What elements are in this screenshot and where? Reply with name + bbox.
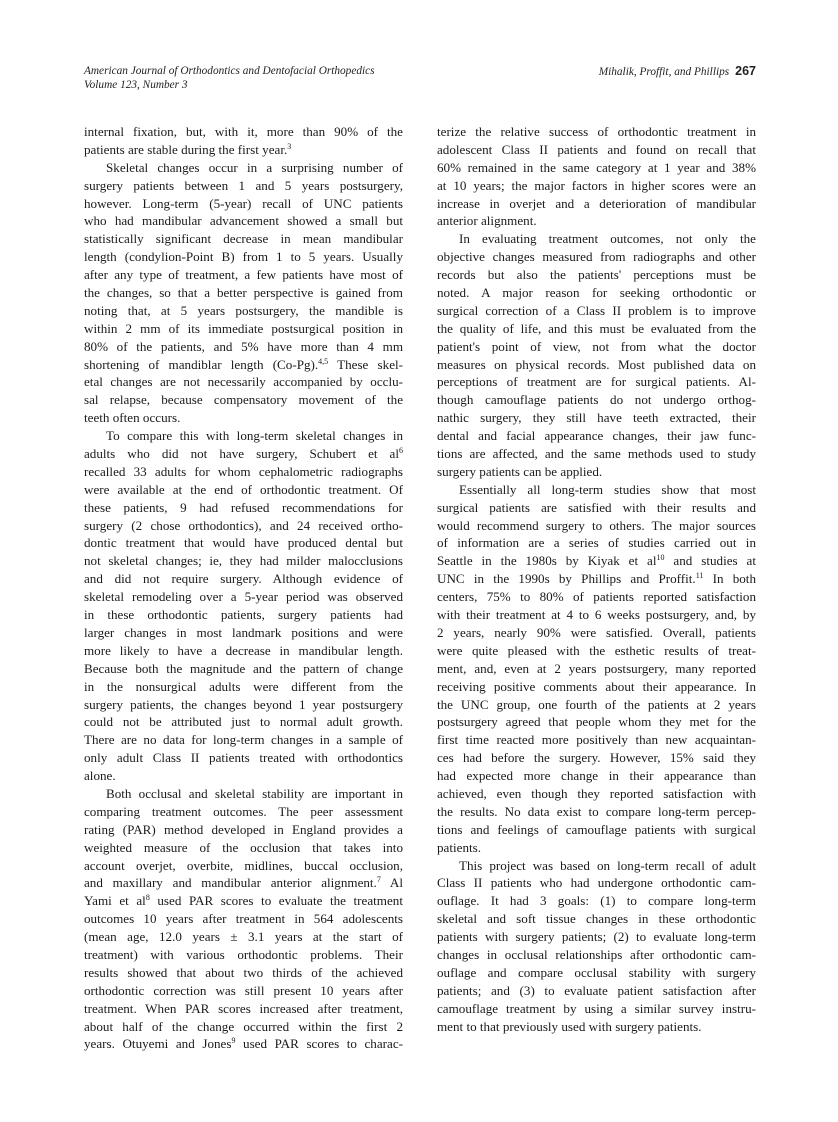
text-line: surgery patients can be applied.: [437, 463, 603, 479]
text-line: noted. A major reason for seeking orthodontic or: [437, 285, 756, 301]
text-line: in these orthodontic patients, surgery patients had: [84, 607, 403, 623]
text-line: of information are a series of studies carried out in: [437, 535, 756, 551]
text-line: surgery (2 chose orthodontics), and 24 received ortho-: [84, 517, 403, 533]
text-line: these patients, 9 had refused recommendations for: [84, 499, 403, 515]
text-line: statistically significant decrease in mean mandibular: [84, 231, 403, 247]
text-line: achieved, even though they reported satisfaction with: [437, 785, 756, 801]
text-line: Because both the magnitude and the pattern of change: [84, 660, 403, 676]
text-line: with their treatment at 4 to 6 weeks postsurgery, and, by: [437, 607, 756, 623]
text-line: recalled 33 adults for whom cephalometric radiographs: [84, 463, 403, 479]
text-line: and maxillary and mandibular anterior alignment.$^7$ Al: [84, 875, 403, 891]
citation-superscript: 6: [399, 446, 403, 456]
text-line: account overjet, overbite, midlines, buccal occlusion,: [84, 857, 403, 873]
paragraph-start-line: To compare this with long-term skeletal changes in: [106, 428, 403, 444]
text-line: perceptions of treatment are for surgical patients. Al-: [437, 374, 756, 390]
text-line: internal fixation, but, with it, more than 90% of the: [84, 124, 403, 139]
text-line: more likely to have a decrease in mandibular length.: [84, 642, 403, 658]
text-line: anterior alignment.: [437, 213, 537, 229]
text-line: camouflage treatment by using a similar survey instru-: [437, 1000, 756, 1016]
text-line: would recommend surgery to others. The major sources: [437, 517, 756, 533]
text-line: ment, and, even at 2 years postsurgery, many reported: [437, 660, 756, 676]
text-line: surgery patients, the changes beyond 1 year postsurgery: [84, 696, 403, 712]
text-line: and did not require surgery. Although evidence of: [84, 571, 403, 587]
text-line: objective changes measured from radiographs and other: [437, 249, 756, 265]
text-line: though camouflage patients do not undergo orthog-: [437, 392, 756, 408]
text-line: measures on physical records. Most published data on: [437, 356, 756, 372]
left-column: [84, 123, 403, 1053]
text-line: patient's point of view, not from what the doctor: [437, 338, 756, 354]
text-line: patients.: [437, 839, 481, 855]
text-line: skeletal remodeling over a 5-year period was observed: [84, 589, 403, 605]
text-line: ment to that previously used with surgery patients.: [437, 1018, 702, 1034]
citation-superscript: 9: [231, 1036, 236, 1046]
text-line: years. Otuyemi and Jones$^9$ used PAR scores to charac-: [84, 1036, 404, 1052]
text-line: at 10 years; the major factors in higher scores were an: [437, 177, 756, 193]
text-line: tions are affected, and the same methods used to study: [437, 446, 756, 462]
text-line: ouflage and compare occlusal stability with surgery: [437, 964, 756, 980]
text-line: only adult Class II patients treated with orthodontics: [84, 750, 403, 766]
citation-superscript: 11: [695, 571, 704, 581]
text-line: tions and feelings of camouflage patients with surgical: [437, 821, 756, 837]
right-column: [437, 123, 756, 1035]
text-line: etal changes are not necessarily accompanied by occlu-: [84, 374, 403, 390]
text-line: surgical patients are satisfied with their results and: [437, 499, 756, 515]
text-line: results showed that about two thirds of the achieved: [84, 964, 403, 980]
text-line: length (condylion-Point B) from 1 to 5 years. Usually: [84, 249, 403, 265]
text-line: surgical correction of a Class II problem is to improve: [437, 302, 756, 318]
running-header: [84, 64, 756, 96]
text-line: the quality of life, and this must be evaluated from the: [437, 320, 756, 336]
text-line: patients; and (3) to evaluate patient satisfaction after: [437, 982, 756, 998]
text-line: 2 years, nearly 90% were satisfied. Overall, patients: [437, 624, 756, 640]
paragraph-start-line: Skeletal changes occur in a surprising number of: [106, 159, 403, 175]
text-line: Seattle in the 1980s by Kiyak et $al^{10}$ and studies at: [437, 553, 756, 569]
text-line: alone.: [84, 768, 116, 784]
citation-superscript: 10: [656, 553, 665, 563]
paragraph-start-line: Both occlusal and skeletal stability are important in: [106, 785, 403, 801]
text-line: were available at the end of orthodontic treatment. Of: [84, 481, 403, 497]
page-number: 267: [735, 64, 756, 78]
volume-issue: Volume 123, Number 3: [84, 79, 188, 91]
text-line: within 2 mm of its immediate postsurgical position in: [84, 320, 403, 336]
text-line: There are no data for long-term changes in a sample of: [84, 732, 403, 748]
paragraph-start-line: Essentially all long-term studies show that most: [459, 481, 756, 497]
text-line: changes in occlusal relationships after orthodontic cam-: [437, 946, 756, 962]
text-line: Class II patients who had undergone orthodontic cam-: [437, 875, 756, 891]
text-line: (mean age, 12.0 years ± 3.1 years at the start of: [84, 929, 403, 945]
text-line: postsurgery agreed that people whom they met for the: [437, 714, 756, 730]
text-line: adolescent Class II patients and found on recall that: [437, 141, 756, 157]
text-line: noting that, at 5 years postsurgery, the mandible is: [84, 302, 403, 318]
text-line: patients are stable during the first year.$^3$: [84, 141, 292, 157]
text-line: were quite pleased with the esthetic results of treat-: [437, 642, 756, 658]
text-line: terize the relative success of orthodontic treatment in: [437, 124, 756, 139]
text-line: patients with surgery patients; (2) to evaluate long-term: [437, 929, 756, 945]
paragraph-start-line: In evaluating treatment outcomes, not only the: [459, 231, 756, 247]
text-line: the changes, so that a better perspective is gained from: [84, 285, 403, 301]
text-line: could not be attributed just to normal adult growth.: [84, 714, 403, 730]
text-line: UNC in the 1990s by Phillips and Proffit.$^{11}$ In both: [437, 571, 756, 587]
text-line: comparing treatment outcomes. The peer assessment: [84, 803, 403, 819]
citation-superscript: 3: [287, 141, 292, 151]
text-line: however. Long-term (5-year) recall of UNC patients: [84, 195, 403, 211]
text-line: the UNC group, one fourth of the patients at 2 years: [437, 696, 756, 712]
text-line: treatment. When PAR scores increased after treatment,: [84, 1000, 403, 1016]
text-line: ouflage. It had 3 goals: (1) to compare long-term: [437, 893, 756, 909]
text-line: had expected more change in their appearance than: [437, 768, 756, 784]
text-line: not skeletal changes; ie, they had milder malocclusions: [84, 553, 403, 569]
text-line: adults who did not have surgery, Schubert et $al^6$: [84, 446, 403, 462]
paragraph-start-line: This project was based on long-term recall of adult: [459, 857, 756, 873]
running-authors: Mihalik, Proffit, and Phillips: [598, 66, 730, 78]
journal-title: American Journal of Orthodontics and Dentofacial Orthopedics: [84, 65, 375, 77]
text-line: records but also the patients' perceptions must be: [437, 267, 756, 283]
journal-info: [84, 64, 375, 92]
text-line: sal relapse, because compensatory movement of the: [84, 392, 403, 408]
text-line: dontic treatment that would have produced dental but: [84, 535, 403, 551]
text-line: rating (PAR) method developed in England provides a: [84, 821, 403, 837]
text-line: shortening of mandiblar length (Co-Pg).$^{4,5}$ These skel-: [84, 356, 404, 372]
text-line: 60% remained in the same category at 1 year and 38%: [437, 159, 756, 175]
text-line: about half of the change occurred within the first 2: [84, 1018, 403, 1034]
text-line: weighted measure of the occlusion that takes into: [84, 839, 403, 855]
text-line: Yami et $al^8$ used PAR scores to evaluate the treatment: [84, 893, 403, 909]
text-line: surgery patients between 1 and 5 years postsurgery,: [84, 177, 403, 193]
text-line: ces had before the surgery. However, 15% said they: [437, 750, 756, 766]
text-line: who had mandibular advancement showed a small but: [84, 213, 403, 229]
text-line: skeletal and soft tissue changes in these orthodontic: [437, 911, 756, 927]
text-line: in the nonsurgical adults were different from the: [84, 678, 403, 694]
text-line: after any type of treatment, a few patients have most of: [84, 267, 403, 283]
text-line: treatment) with various orthodontic problems. Their: [84, 946, 403, 962]
text-line: nathic surgery, they still have teeth extracted, their: [437, 410, 756, 426]
citation-superscript: 7: [376, 875, 381, 885]
text-line: teeth often occurs.: [84, 410, 181, 426]
text-line: increase in overjet and a deterioration of mandibular: [437, 195, 756, 211]
text-line: 80% of the patients, and 5% have more than 4 mm: [84, 338, 403, 354]
text-line: first time reacted more positively than new acquaintan-: [437, 732, 756, 748]
citation-superscript: 4,5: [318, 356, 329, 366]
text-line: outcomes 10 years after treatment in 564 adolescents: [84, 911, 403, 927]
text-line: larger changes in most landmark positions and were: [84, 624, 403, 640]
text-line: dental and facial appearance changes, their jaw func-: [437, 428, 756, 444]
citation-superscript: 8: [145, 893, 150, 903]
text-line: orthodontic correction was still present 10 years after: [84, 982, 403, 998]
text-line: the results. No data exist to compare long-term percep-: [437, 803, 756, 819]
text-line: receiving positive comments about their appearance. In: [437, 678, 756, 694]
header-right: [599, 64, 756, 79]
text-line: centers, 75% to 80% of patients reported satisfaction: [437, 589, 756, 605]
